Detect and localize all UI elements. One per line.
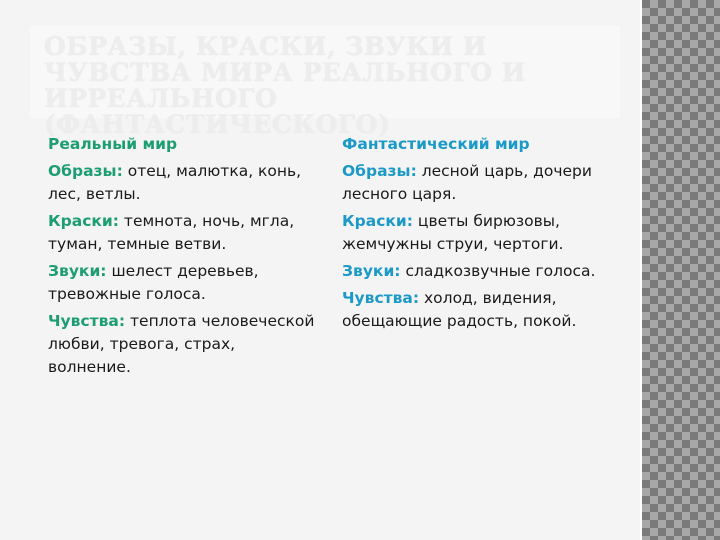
feelings-term: Чувства: — [48, 312, 126, 330]
feelings-term: Чувства: — [342, 289, 420, 307]
sounds-term: Звуки: — [342, 262, 401, 280]
fantastic-images-paragraph — [342, 160, 612, 206]
colors-text: темнота, ночь, мгла, туман, темные ветви. — [48, 212, 295, 253]
real-images-paragraph — [48, 160, 316, 206]
sounds-text: шелест деревьев, тревожные голоса. — [48, 262, 259, 303]
fantastic-colors-paragraph — [342, 210, 612, 256]
colors-term: Краски: — [342, 212, 413, 230]
feelings-text: холод, видения, обещающие радость, покой. — [342, 289, 577, 330]
sounds-text: сладкозвучные голоса. — [400, 262, 596, 280]
fantastic-world-column — [342, 133, 612, 337]
real-colors-paragraph — [48, 210, 316, 256]
real-sounds-paragraph — [48, 260, 316, 306]
images-term: Образы: — [342, 162, 417, 180]
real-feelings-paragraph — [48, 310, 316, 379]
fantastic-feelings-paragraph — [342, 287, 612, 333]
fantastic-world-header: Фантастический мир — [342, 135, 530, 153]
sounds-term: Звуки: — [48, 262, 107, 280]
colors-term: Краски: — [48, 212, 119, 230]
slide-title: ОБРАЗЫ, КРАСКИ, ЗВУКИ И ЧУВСТВА МИРА РЕАЛЬНОГО И ИРРЕАЛЬНОГО (ФАНТАСТИЧЕСКОГО) — [44, 32, 526, 139]
images-text: лесной царь, дочери лесного царя. — [342, 162, 592, 203]
real-world-column — [48, 133, 316, 383]
real-world-header: Реальный мир — [48, 135, 178, 153]
colors-text: цветы бирюзовы, жемчужны струи, чертоги. — [342, 212, 564, 253]
images-term: Образы: — [48, 162, 123, 180]
feelings-text: теплота человеческой любви, тревога, страх, волнение. — [48, 312, 315, 376]
images-text: отец, малютка, конь, лес, ветлы. — [48, 162, 302, 203]
fantastic-sounds-paragraph — [342, 260, 612, 283]
decorative-diamond-pattern — [642, 0, 720, 540]
